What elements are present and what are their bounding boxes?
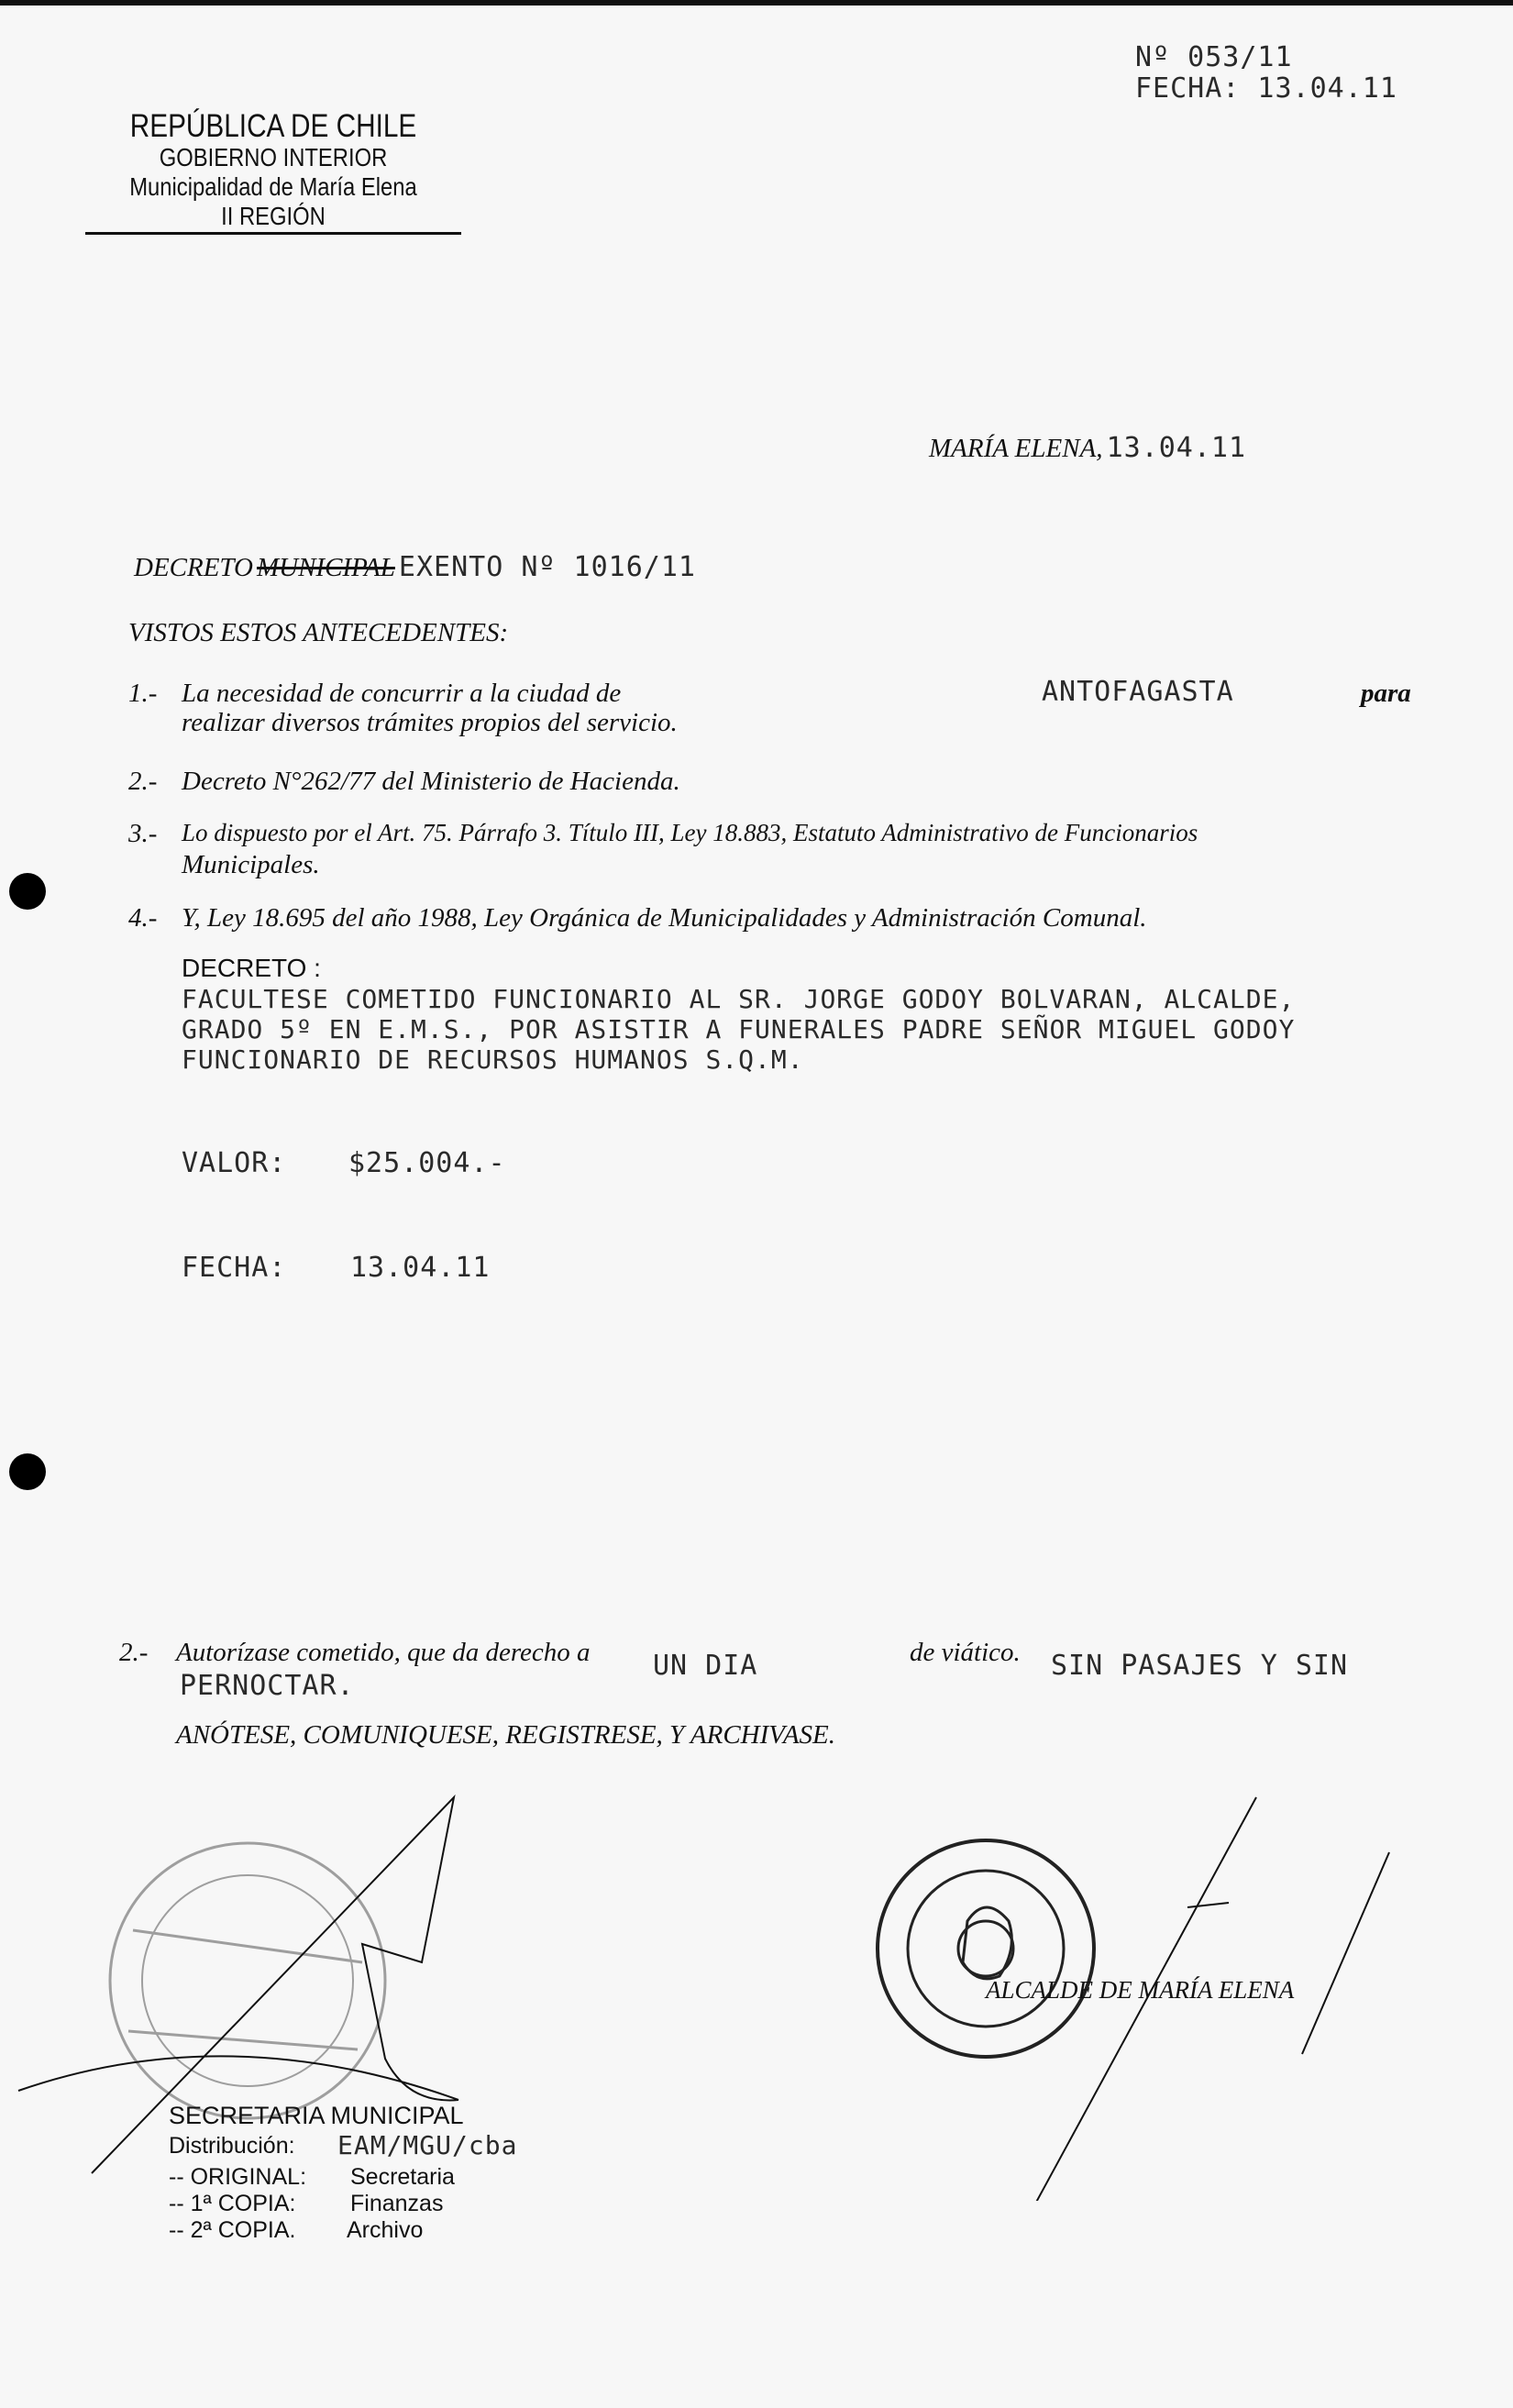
mayor-signature-label: ALCALDE DE MARÍA ELENA	[986, 1976, 1295, 2004]
footer-row-label: -- 2ª COPIA.	[169, 2217, 296, 2243]
header-underline	[85, 232, 461, 235]
vistos-heading: VISTOS ESTOS ANTECEDENTES:	[128, 618, 509, 647]
signatures-stamps	[0, 1742, 1513, 2201]
footer-row-value: Secretaria	[350, 2164, 455, 2190]
item-1-line2: realizar diversos trámites propios del servicio.	[182, 708, 678, 737]
item-3-num: 3.-	[128, 819, 158, 848]
decreto-body-line: FUNCIONARIO DE RECURSOS HUMANOS S.Q.M.	[182, 1044, 804, 1075]
document-fecha: FECHA: 13.04.11	[1135, 72, 1397, 105]
fecha: 13.04.11	[350, 1252, 491, 1284]
header-republica: REPÚBLICA DE CHILE	[129, 108, 417, 144]
valor-label: VALOR:	[182, 1147, 287, 1179]
top-border	[0, 0, 1513, 6]
item-3-line1: Lo dispuesto por el Art. 75. Párrafo 3. Título III, Ley 18.883, Estatuto Administrativo de Funcionarios	[182, 819, 1198, 846]
closing: ANÓTESE, COMUNIQUESE, REGISTRESE, Y ARCHIVASE.	[176, 1720, 836, 1750]
decree-number: EXENTO Nº 1016/11	[398, 551, 696, 583]
document-number: Nº 053/11	[1135, 41, 1293, 73]
punch-hole	[9, 1453, 46, 1490]
item-3-line2: Municipales.	[182, 850, 320, 879]
item2-num: 2.-	[119, 1638, 149, 1667]
item-4-line1: Y, Ley 18.695 del año 1988, Ley Orgánica de Municipalidades y Administración Comunal.	[182, 903, 1147, 933]
footer-row-label: -- 1ª COPIA:	[169, 2191, 296, 2216]
item2-text: Autorízase cometido, que da derecho a	[176, 1638, 591, 1667]
item-1-num: 1.-	[128, 679, 158, 708]
header-gobierno: GOBIERNO INTERIOR	[159, 143, 388, 171]
item2-tail: SIN PASAJES Y SIN	[1051, 1650, 1349, 1682]
item-2-num: 2.-	[128, 767, 158, 796]
footer-distribucion-label: Distribución:	[169, 2133, 295, 2159]
decreto-label: DECRETO :	[182, 954, 321, 982]
item-1-city: ANTOFAGASTA	[1042, 676, 1234, 708]
footer-row-label: -- ORIGINAL:	[169, 2164, 307, 2190]
valor: $25.004.-	[348, 1147, 506, 1179]
place: MARÍA ELENA,	[929, 434, 1103, 463]
punch-hole	[9, 873, 46, 910]
item-1-line1: La necesidad de concurrir a la ciudad de	[182, 679, 622, 708]
decreto-body-line: GRADO 5º EN E.M.S., POR ASISTIR A FUNERALES PADRE SEÑOR MIGUEL GODOY	[182, 1014, 1296, 1044]
item2-days: UN DIA	[653, 1650, 758, 1682]
header-municipalidad: Municipalidad de María Elena	[129, 172, 417, 201]
footer-row-value: Archivo	[347, 2217, 424, 2243]
decreto-body-line: FACULTESE COMETIDO FUNCIONARIO AL SR. JORGE GODOY BOLVARAN, ALCALDE,	[182, 984, 1296, 1014]
footer-row-value: Finanzas	[350, 2191, 444, 2216]
item2-viatico: de viático.	[910, 1638, 1021, 1667]
footer-secretaria: SECRETARIA MUNICIPAL	[169, 2102, 464, 2129]
decree-prefix: DECRETO	[134, 553, 253, 582]
item2-line2: PERNOCTAR.	[180, 1670, 355, 1702]
date: 13.04.11	[1106, 432, 1247, 464]
decree-struck: MUNICIPAL	[256, 553, 395, 582]
place-date	[929, 432, 1247, 464]
item-4-num: 4.-	[128, 903, 158, 933]
left-stamp	[110, 1843, 385, 2118]
right-stamp	[878, 1840, 1094, 2057]
header-region: II REGIÓN	[221, 202, 326, 230]
item-2-line1: Decreto N°262/77 del Ministerio de Hacienda.	[182, 767, 680, 796]
decree-title	[134, 551, 696, 583]
fecha-label: FECHA:	[182, 1252, 287, 1284]
item-1-tail: para	[1361, 679, 1411, 708]
footer-initials: EAM/MGU/cba	[337, 2130, 518, 2160]
